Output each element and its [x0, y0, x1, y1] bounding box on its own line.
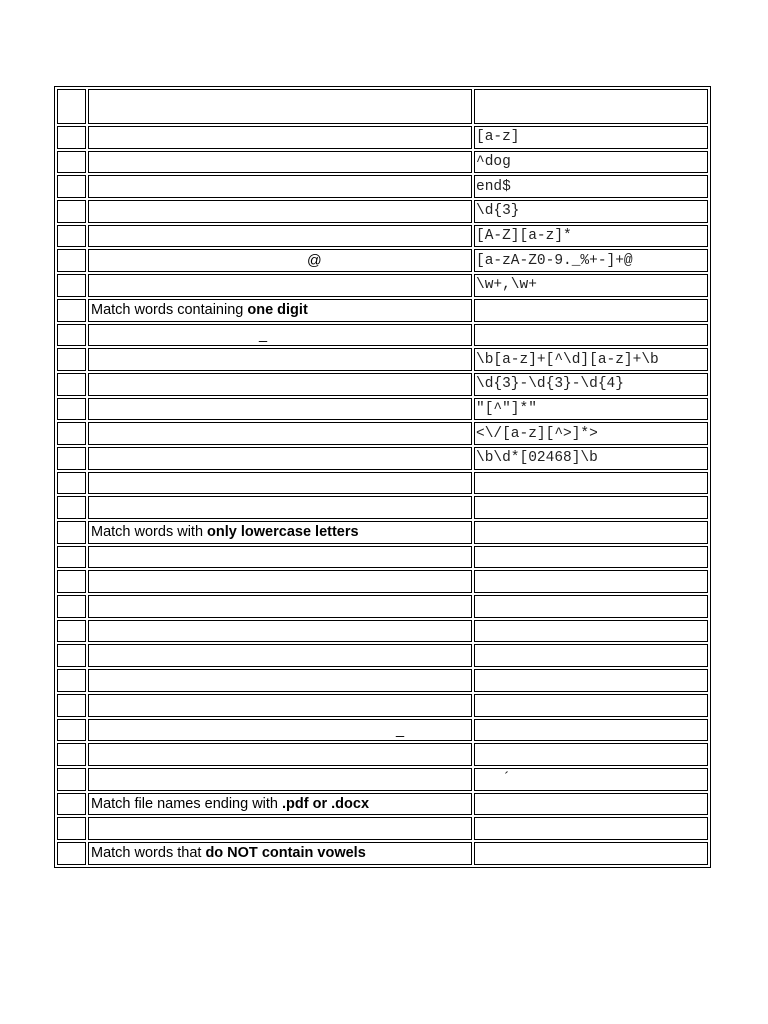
- description-cell: [88, 570, 472, 593]
- regex-pattern-cell: [474, 768, 708, 791]
- regex-pattern-cell: [474, 570, 708, 593]
- row-number-cell: [57, 422, 86, 445]
- regex-pattern-cell: [474, 200, 708, 223]
- row-number-cell: [57, 348, 86, 371]
- regex-pattern: ´: [476, 771, 511, 788]
- row-number-cell: [57, 89, 86, 124]
- row-number-cell: [57, 447, 86, 470]
- table-row: [56, 619, 709, 644]
- description-cell: [88, 299, 472, 322]
- description-cell: [88, 348, 472, 371]
- row-number-cell: [57, 743, 86, 766]
- table-row: [56, 150, 709, 175]
- description-text: Match words containing: [91, 302, 248, 319]
- table-row: [56, 742, 709, 767]
- description-emphasis: only lowercase letters: [207, 524, 359, 541]
- regex-pattern-cell: [474, 546, 708, 569]
- regex-pattern: \w+,\w+: [476, 277, 537, 294]
- description-cell: [88, 620, 472, 643]
- description-emphasis: do NOT contain vowels: [205, 845, 366, 862]
- description-cell: [88, 151, 472, 174]
- table-row: [56, 495, 709, 520]
- description-cell: [88, 743, 472, 766]
- row-number-cell: [57, 324, 86, 347]
- description-cell: [88, 817, 472, 840]
- row-number-cell: [57, 669, 86, 692]
- table-row: [56, 668, 709, 693]
- regex-pattern-cell: [474, 398, 708, 421]
- table-row: [56, 767, 709, 792]
- description-cell: [88, 249, 472, 272]
- row-number-cell: [57, 768, 86, 791]
- description-fragment: @: [307, 252, 322, 269]
- table-row: [56, 718, 709, 743]
- description-text: Match file names ending with: [91, 795, 283, 812]
- table-row: [56, 841, 709, 866]
- row-number-cell: [57, 570, 86, 593]
- row-number-cell: [57, 694, 86, 717]
- description-cell: [88, 768, 472, 791]
- table-row: [56, 174, 709, 199]
- description-cell: [88, 719, 472, 742]
- regex-pattern: [a-zA-Z0-9._%+-]+@: [476, 252, 633, 269]
- regex-pattern-cell: [474, 225, 708, 248]
- description-cell: [88, 793, 472, 816]
- row-number-cell: [57, 546, 86, 569]
- row-number-cell: [57, 595, 86, 618]
- regex-pattern-cell: [474, 842, 708, 865]
- row-number-cell: [57, 472, 86, 495]
- description-cell: [88, 175, 472, 198]
- row-number-cell: [57, 151, 86, 174]
- row-number-cell: [57, 398, 86, 421]
- regex-pattern: [a-z]: [476, 129, 520, 146]
- row-number-cell: [57, 175, 86, 198]
- row-number-cell: [57, 126, 86, 149]
- table-row: [56, 471, 709, 496]
- regex-pattern-cell: [474, 126, 708, 149]
- regex-pattern: \b[a-z]+[^\d][a-z]+\b: [476, 351, 659, 368]
- table-row: [56, 298, 709, 323]
- row-number-cell: [57, 644, 86, 667]
- description-emphasis: one digit: [247, 302, 308, 319]
- regex-pattern-cell: [474, 620, 708, 643]
- regex-pattern-cell: [474, 324, 708, 347]
- table-row: [56, 792, 709, 817]
- row-number-cell: [57, 521, 86, 544]
- table-row: [56, 520, 709, 545]
- regex-pattern-cell: [474, 422, 708, 445]
- table-row: [56, 594, 709, 619]
- description-cell: [88, 595, 472, 618]
- row-number-cell: [57, 842, 86, 865]
- description-cell: [88, 324, 472, 347]
- regex-pattern-cell: [474, 89, 708, 124]
- description-cell: [88, 225, 472, 248]
- regex-pattern-cell: [474, 719, 708, 742]
- description-text: Match words with: [91, 524, 208, 541]
- description-emphasis: .pdf or .docx: [282, 795, 370, 812]
- regex-pattern-cell: [474, 348, 708, 371]
- table-row: [56, 693, 709, 718]
- description-cell: [88, 89, 472, 124]
- regex-pattern-cell: [474, 644, 708, 667]
- description-cell: [88, 521, 472, 544]
- row-number-cell: [57, 719, 86, 742]
- row-number-cell: [57, 793, 86, 816]
- row-number-cell: [57, 299, 86, 322]
- table-row: [56, 421, 709, 446]
- description-fragment: _: [259, 326, 268, 343]
- regex-pattern-cell: [474, 274, 708, 297]
- regex-pattern-cell: [474, 669, 708, 692]
- description-text: Match words that: [91, 845, 206, 862]
- regex-pattern-cell: [474, 472, 708, 495]
- row-number-cell: [57, 620, 86, 643]
- description-cell: [88, 842, 472, 865]
- regex-pattern: \d{3}: [476, 203, 520, 220]
- regex-pattern-cell: [474, 373, 708, 396]
- row-number-cell: [57, 496, 86, 519]
- regex-pattern: \d{3}-\d{3}-\d{4}: [476, 376, 624, 393]
- table-row: [56, 816, 709, 841]
- row-number-cell: [57, 373, 86, 396]
- regex-pattern-cell: [474, 595, 708, 618]
- row-number-cell: [57, 225, 86, 248]
- regex-pattern: [A-Z][a-z]*: [476, 228, 572, 245]
- table-row: [56, 372, 709, 397]
- regex-pattern-cell: [474, 299, 708, 322]
- description-cell: [88, 546, 472, 569]
- table-row: [56, 199, 709, 224]
- description-cell: [88, 496, 472, 519]
- table-row: [56, 224, 709, 249]
- regex-pattern-cell: [474, 743, 708, 766]
- table-row: [56, 323, 709, 348]
- regex-pattern: ^dog: [476, 154, 511, 171]
- regex-pattern-cell: [474, 151, 708, 174]
- row-number-cell: [57, 817, 86, 840]
- table-row: [56, 446, 709, 471]
- description-cell: [88, 200, 472, 223]
- table-row: [56, 273, 709, 298]
- table-row: [56, 125, 709, 150]
- table-row: [56, 569, 709, 594]
- description-cell: [88, 472, 472, 495]
- regex-pattern-cell: [474, 521, 708, 544]
- row-number-cell: [57, 249, 86, 272]
- regex-pattern-cell: [474, 175, 708, 198]
- table-header-row: [56, 88, 709, 125]
- row-number-cell: [57, 274, 86, 297]
- regex-pattern: \b\d*[02468]\b: [476, 450, 598, 467]
- regex-pattern: "[^"]*": [476, 400, 537, 417]
- regex-pattern-cell: [474, 496, 708, 519]
- description-cell: [88, 447, 472, 470]
- description-cell: [88, 644, 472, 667]
- table-row: [56, 397, 709, 422]
- description-cell: [88, 373, 472, 396]
- description-cell: [88, 274, 472, 297]
- regex-exercise-table: [54, 86, 711, 868]
- table-row: [56, 545, 709, 570]
- regex-pattern: end$: [476, 178, 511, 195]
- table-row: [56, 347, 709, 372]
- description-cell: [88, 422, 472, 445]
- description-cell: [88, 694, 472, 717]
- description-cell: [88, 398, 472, 421]
- table-row: [56, 248, 709, 273]
- description-cell: [88, 126, 472, 149]
- regex-pattern-cell: [474, 793, 708, 816]
- regex-pattern-cell: [474, 249, 708, 272]
- regex-pattern-cell: [474, 694, 708, 717]
- regex-pattern: <\/[a-z][^>]*>: [476, 425, 598, 442]
- regex-pattern-cell: [474, 817, 708, 840]
- regex-pattern-cell: [474, 447, 708, 470]
- table-row: [56, 643, 709, 668]
- row-number-cell: [57, 200, 86, 223]
- description-fragment: _: [396, 721, 405, 738]
- description-cell: [88, 669, 472, 692]
